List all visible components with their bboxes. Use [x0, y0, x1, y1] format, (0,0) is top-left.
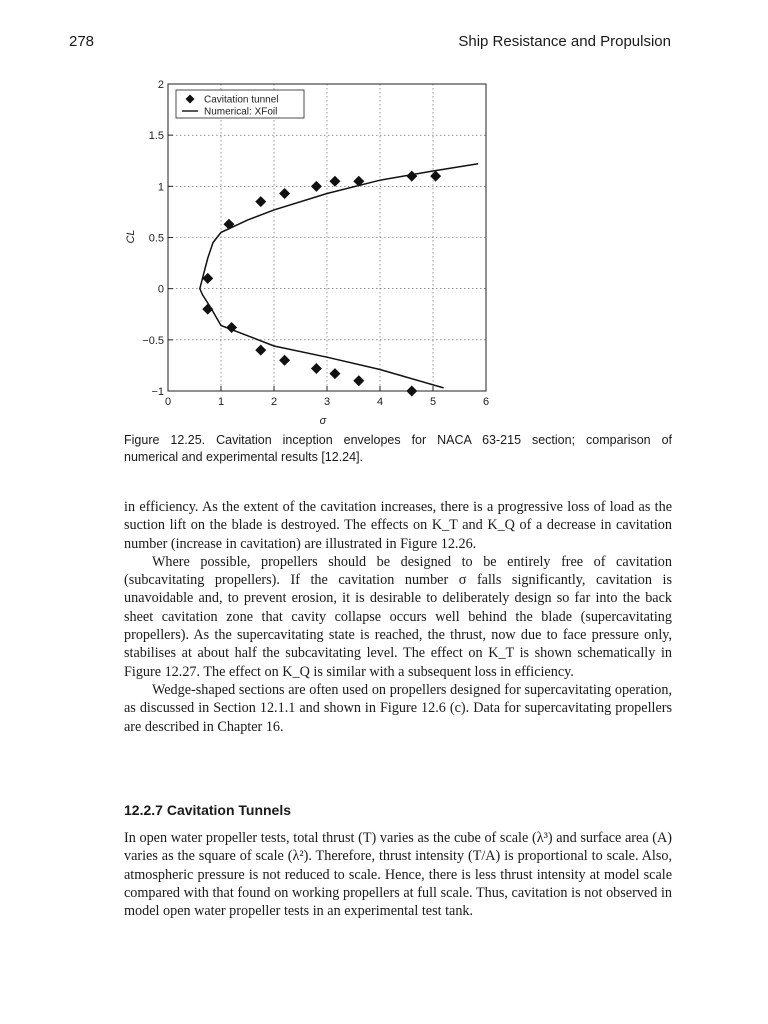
tunnel-data-point	[406, 386, 417, 397]
tunnel-data-point	[255, 345, 266, 356]
x-tick-label: 6	[482, 396, 490, 408]
x-tick-label: 3	[323, 396, 331, 408]
tunnel-data-point	[329, 368, 340, 379]
paragraph-subcavitating: Where possible, propellers should be designed to be entirely free of cavitation (subcavitating propellers). If the cavitation number σ falls significantly, cavitation is unavoidable and, to prevent erosion, it is desirable to deliberately design so far into the back sheet cavitation zone that cavity collapse occurs well behind the blade (supercavitating propellers). As the supercavitating state is reached, the thrust, now due to face pressure only, stabilises at about half the subcavitating level. The effect on K_T is shown schematically in Figure 12.27. The effect on K_Q is similar with a subsequent loss in efficiency.	[124, 553, 672, 680]
tunnel-data-point	[311, 363, 322, 374]
tunnel-data-point	[223, 219, 234, 230]
legend-label-xfoil: Numerical: XFoil	[204, 106, 278, 118]
tunnel-data-point	[255, 196, 266, 207]
section-number: 12.2.7	[124, 802, 163, 818]
figure-caption-line-1: Figure 12.25. Cavitation inception envelopes for NACA 63-215 section; comparison of	[124, 433, 672, 447]
tunnel-data-point	[353, 375, 364, 386]
cavitation-inception-chart	[100, 70, 500, 430]
tunnel-data-point	[279, 188, 290, 199]
section-title: Cavitation Tunnels	[166, 802, 292, 818]
tunnel-data-point	[311, 181, 322, 192]
y-axis-label: CL	[125, 229, 137, 244]
y-tick-label: 1	[157, 181, 164, 194]
body-paragraphs-top	[124, 498, 672, 736]
tunnel-data-point	[430, 171, 441, 182]
tunnel-data-point	[329, 176, 340, 187]
x-axis-label: σ	[319, 415, 327, 427]
x-tick-label: 0	[164, 396, 172, 408]
tunnel-data-point	[202, 304, 213, 315]
section-heading	[124, 802, 291, 818]
x-tick-label: 4	[376, 396, 384, 408]
paragraph-efficiency: in efficiency. As the extent of the cavitation increases, there is a progressive loss of load as the suction lift on the blade is destroyed. The effects on K_T and K_Q of a decrease in cavitation number (increase in cavitation) are illustrated in Figure 12.26.	[124, 499, 672, 552]
tunnel-data-point	[279, 355, 290, 366]
page-number: 278	[69, 33, 95, 50]
running-title: Ship Resistance and Propulsion	[458, 33, 671, 50]
y-tick-label: 2	[157, 79, 164, 91]
y-tick-label: −0.5	[142, 334, 164, 347]
y-tick-label: 0.5	[148, 232, 164, 245]
y-tick-label: 0	[157, 283, 164, 296]
x-tick-label: 2	[270, 396, 278, 408]
body-paragraphs-bottom	[124, 829, 672, 920]
legend-label-tunnel: Cavitation tunnel	[204, 94, 279, 106]
figure-caption	[124, 432, 672, 466]
y-tick-label: 1.5	[148, 130, 164, 143]
x-tick-label: 5	[429, 396, 437, 408]
xfoil-curve	[200, 164, 478, 388]
x-tick-label: 1	[217, 396, 225, 408]
figure-caption-line-2: numerical and experimental results [12.24].	[124, 450, 364, 464]
paragraph-wedge-sections: Wedge-shaped sections are often used on propellers designed for supercavitating operation, as discussed in Section 12.1.1 and shown in Figure 12.6 (c). Data for supercavitating propellers are described in Chapter 16.	[124, 681, 672, 735]
y-tick-label: −1	[151, 386, 164, 398]
paragraph-cavitation-tunnels: In open water propeller tests, total thrust (T) varies as the cube of scale (λ³) and surface area (A) varies as the square of scale (λ²). Therefore, thrust intensity (T/A) is proportional to scale. Also, atmospheric pressure is not reduced to scale. Hence, there is less thrust intensity at model scale compared with that found on working propellers at full scale. Thus, cavitation is not observed in model open water propeller tests in an experimental test tank.	[124, 830, 672, 920]
tunnel-data-point	[406, 171, 417, 182]
